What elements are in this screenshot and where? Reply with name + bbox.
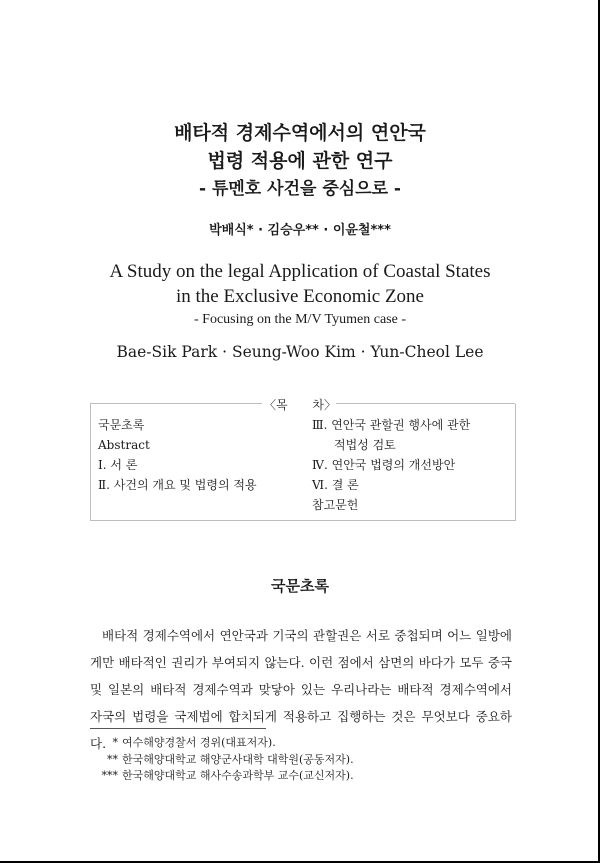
toc-left-column — [98, 415, 257, 495]
abstract-body: 배타적 경제수역에서 연안국과 기국의 관할권은 서로 중첩되며 어느 일방에게만 배타적인 권리가 부여되지 않는다. 이런 점에서 삼면의 바다가 모두 중국 및 일본의 배타적 경제수역과 맞닿아 있는 우리나라는 배타적 경제수역에서 자국의 법령을 국제법에 합치되게 적용하고 집행하는 것은 무엇보다 중요하다. — [90, 628, 512, 751]
korean-title-line-1: 배타적 경제수역에서의 연안국 — [174, 122, 426, 144]
toc-heading-open: 〈목 — [264, 398, 288, 412]
toc-item: Ⅱ. 사건의 개요 및 법령의 적용 — [98, 478, 257, 492]
english-title-line-1: A Study on the legal Application of Coastal States — [109, 261, 491, 282]
footnote — [90, 752, 354, 769]
footnotes — [90, 735, 354, 785]
toc-right-column — [312, 415, 470, 515]
english-authors: Bae-Sik Park · Seung-Woo Kim · Yun-Cheol Lee — [116, 343, 484, 361]
toc-item: 적법성 검토 — [334, 438, 396, 452]
korean-subtitle: - 튜멘호 사건을 중심으로 - — [198, 179, 401, 199]
english-title-line-2: in the Exclusive Economic Zone — [176, 286, 424, 307]
footnote-text: 한국해양대학교 해사수송과학부 교수(교신저자). — [122, 769, 354, 782]
toc-item: 참고문헌 — [312, 498, 359, 512]
abstract-heading: 국문초록 — [271, 577, 329, 595]
footnote-mark: *** — [101, 769, 118, 782]
toc-item: Ⅵ. 결 론 — [312, 478, 359, 492]
footnote — [90, 735, 354, 752]
toc-item: Abstract — [98, 438, 150, 452]
toc-item: Ⅳ. 연안국 법령의 개선방안 — [312, 458, 456, 472]
korean-authors: 박배식* · 김승우** · 이윤철*** — [209, 223, 391, 238]
toc-item: Ⅰ. 서 론 — [98, 458, 138, 472]
toc-item: 국문초록 — [98, 418, 145, 432]
toc-heading-close: 차〉 — [312, 398, 336, 412]
toc-item: Ⅲ. 연안국 관할권 행사에 관한 — [312, 418, 471, 432]
footnote-mark: * — [112, 736, 118, 749]
english-subtitle: - Focusing on the M/V Tyumen case - — [194, 312, 406, 327]
footnote-separator — [90, 728, 266, 729]
footnote-text: 여수해양경찰서 경위(대표저자). — [122, 736, 276, 749]
korean-title-line-2: 법령 적용에 관한 연구 — [207, 150, 393, 172]
footnote-text: 한국해양대학교 해양군사대학 대학원(공동저자). — [122, 752, 354, 766]
toc-heading — [264, 396, 336, 413]
footnote-mark: ** — [107, 752, 118, 766]
footnote — [90, 768, 354, 785]
